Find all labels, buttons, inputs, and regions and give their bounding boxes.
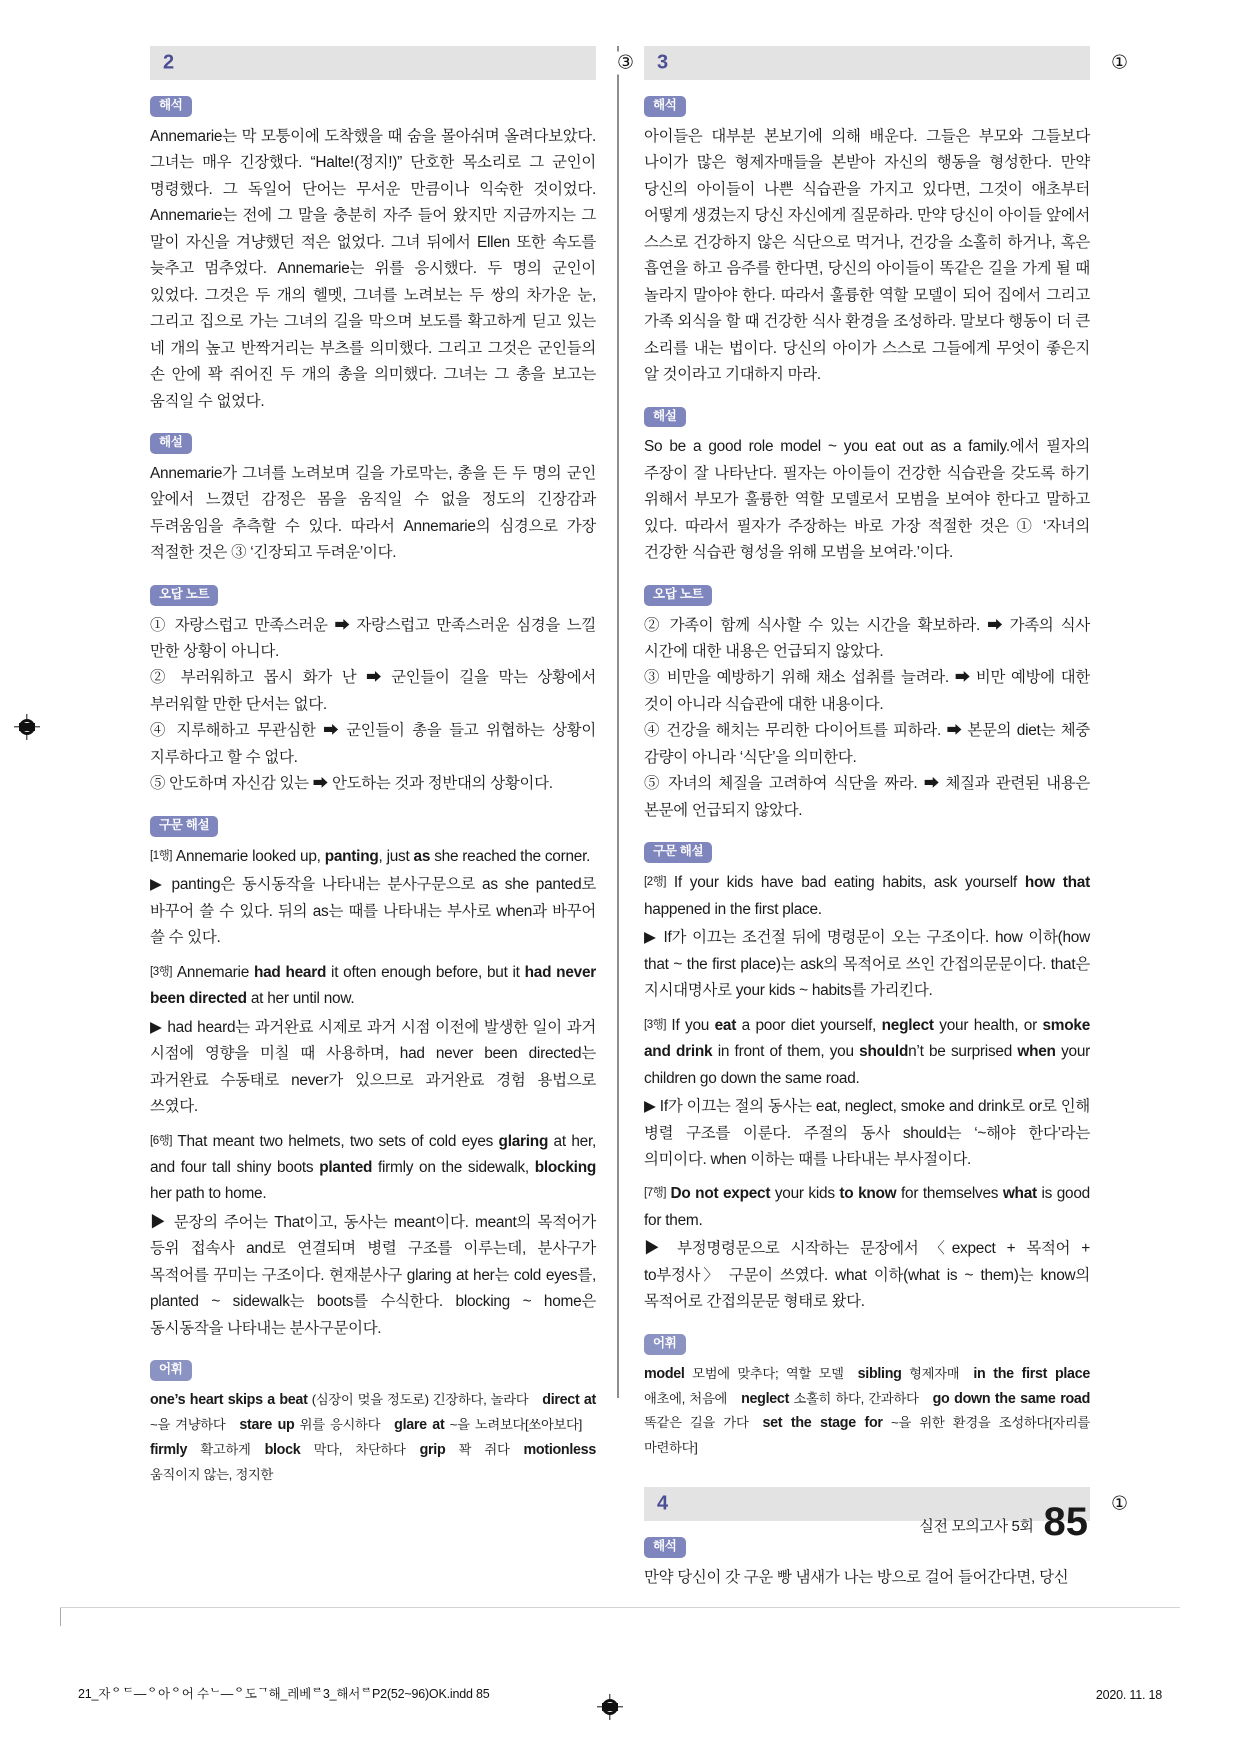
syntax-quote: [6행] That meant two helmets, two sets of cold eyes glaring at her, and four tall shiny boots planted firmly on the sidewalk, blocking her path to home. [150, 1132, 597, 1203]
vocab-definition: 꽉 쥐다 [445, 1441, 510, 1457]
answer-marker: ① [1110, 1493, 1128, 1515]
vocab-word: sibling [857, 1365, 902, 1382]
vocabulary-list [150, 1388, 596, 1488]
question-number: 2 [163, 51, 175, 74]
vocab-word: grip [419, 1441, 446, 1458]
right-column [644, 46, 1128, 1609]
vocab-word: neglect [741, 1390, 790, 1407]
wrong-note-item: ④ 건강을 해치는 무리한 다이어트를 피하라. ➡ 본문의 diet는 체중 감량이 아니라 ‘식단’을 의미한다. [644, 722, 1090, 766]
vocab-definition: 막다, 차단하다 [300, 1441, 406, 1457]
syntax-line-ref: [6행] [150, 1134, 172, 1147]
syntax-note: ▶ 문장의 주어는 That이고, 동사는 meant이다. meant의 목적어가 등위 접속사 and로 연결되며 병렬 구조를 이루는데, 분사구가 목적어를 꾸미는 구조이다. 현재분사구 glaring at her는 cold eyes를, planted ~ sidewalk는 boots를 수식한다. blocking ~ home은 동시동작을 나타내는 분사구문이다. [150, 1213, 596, 1337]
vocab-word: glare at [394, 1417, 445, 1433]
wrong-note-item: ② 가족이 함께 식사할 수 있는 시간을 확보하라. ➡ 가족의 식사 시간에 대한 내용은 언급되지 않았다. [644, 616, 1090, 660]
wrong-note-item: ③ 비만을 예방하기 위해 채소 섭취를 늘려라. ➡ 비만 예방에 대한 것이 아니라 식습관에 대한 내용이다. [644, 669, 1090, 713]
section-paragraph: 만약 당신이 갓 구운 빵 냄새가 나는 방으로 걸어 들어간다면, 당신 [644, 1568, 1069, 1586]
left-column [150, 46, 634, 1488]
answer-marker: ① [1110, 52, 1128, 74]
question-number: 3 [657, 51, 669, 74]
wrong-note-list [644, 613, 1090, 825]
series-label: 실전 모의고사 5회 [919, 1518, 1034, 1535]
registration-mark-left [14, 714, 40, 740]
section-paragraph: 아이들은 대부분 본보기에 의해 배운다. 그들은 부모와 그들보다 나이가 많은 형제자매들을 본받아 자신의 행동을 형성한다. 만약 당신의 아이들이 나쁜 식습관을 가지고 있다면, 그것이 애초부터 어떻게 생겼는지 당신 자신에게 질문하라. 만약 당신이 아이들 앞에서 스스로 건강하지 않은 식단으로 먹거나, 건강을 소홀히 하거나, 혹은 흡연을 하고 음주를 한다면, 당신의 아이들이 똑같은 길을 가게 될 때 놀라지 말아야 한다. 따라서 훌륭한 역할 모델이 되어 집에서 그리고 가족 외식을 할 때 건강한 식사 환경을 조성하라. 말보다 행동이 더 큰 소리를 내는 법이다. 당신의 아이가 스스로 그들에게 무엇이 좋은지 알 것이라고 기대하지 마라. [644, 127, 1090, 384]
syntax-quote: [3행] Annemarie had heard it often enough before, but it had never been directed at her until now. [150, 963, 596, 1008]
footer-tick [60, 1608, 61, 1626]
section-badge-wrong-notes: 오답 노트 [644, 585, 712, 606]
vocab-definition: 확고하게 [187, 1441, 251, 1457]
section-badge-vocabulary: 어휘 [644, 1334, 686, 1355]
section-badge-translation: 해석 [644, 96, 686, 117]
question-header-2 [150, 46, 634, 80]
vocab-word: set the stage for [762, 1415, 883, 1432]
vocab-word: stare up [239, 1417, 295, 1433]
syntax-list [150, 844, 596, 1343]
page-number: 85 [1043, 1500, 1088, 1545]
syntax-note: ▶ If가 이끄는 절의 동사는 eat, neglect, smoke and drink로 or로 인해 병렬 구조를 이룬다. 주절의 동사 should는 ‘~해야 한다’라는 의미이다. when 이하는 때를 나타내는 부사절이다. [644, 1098, 1090, 1168]
section-badge-vocabulary: 어휘 [150, 1360, 192, 1381]
vocab-definition: ~을 노려보다[쏘아보다] [444, 1417, 582, 1432]
vocab-definition: 애초에, 처음에 [644, 1390, 728, 1406]
wrong-note-item: ⑤ 안도하며 자신감 있는 ➡ 안도하는 것과 정반대의 상황이다. [150, 775, 553, 793]
section-paragraph: Annemarie가 그녀를 노려보며 길을 가로막는, 총을 든 두 명의 군인 앞에서 느꼈던 감정은 몸을 움직일 수 없을 정도의 긴장감과 두려움임을 추측할 수 있다. 따라서 Annemarie의 심경으로 가장 적절한 것은 ③ ‘긴장되고 두려운’이다. [150, 464, 596, 562]
vocab-definition: ~을 위한 환경을 조성하다[자리를 마련하다] [644, 1415, 1090, 1456]
section-paragraph: Annemarie는 막 모퉁이에 도착했을 때 숨을 몰아쉬며 올려다보았다. 그녀는 매우 긴장했다. “Halte!(정지!)” 단호한 목소리로 그 군인이 명령했다. 그 독일어 단어는 무서운 만큼이나 익숙한 것이었다. Annemarie는 전에 그 말을 충분히 자주 들어 왔지만 지금까지는 그 말이 자신을 겨냥했던 적은 없었다. 그녀 뒤에서 Ellen 또한 속도를 늦추고 멈추었다. Annemarie는 위를 응시했다. 두 명의 군인이 있었다. 그것은 두 개의 헬멧, 그녀를 노려보는 두 쌍의 차가운 눈, 그리고 집으로 가는 그녀의 길을 막으며 보도를 확고하게 딛고 있는 네 개의 높고 반짝거리는 부츠를 의미했다. 그리고 그것은 군인들의 손 안에 꽉 쥐어진 두 개의 총을 의미했다. 그녀는 그 총을 보고는 움직일 수 없었다. [150, 127, 596, 410]
imprint-filename: 21_자ᄋᄃ—ᄋ아ᄋ어 수ᄂ—ᄋ도ᄀ해_레베ᄅ3_해서ᄅP2(52~96)OK.indd 85 [78, 1687, 490, 1701]
syntax-line-ref: [3행] [644, 1018, 666, 1031]
vocab-word: motionless [523, 1441, 596, 1458]
wrong-note-item: ② 부러워하고 몹시 화가 난 ➡ 군인들이 길을 막는 상황에서 부러워할 만한 단서는 없다. [150, 669, 596, 713]
vocab-definition: (심장이 멎을 정도로) 긴장하다, 놀라다 [307, 1392, 529, 1408]
syntax-note: ▶ 부정명령문으로 시작하는 문장에서 〈expect + 목적어 + to부정사〉 구문이 쓰였다. what 이하(what is ~ them)는 know의 목적어로 간접의문문 형태로 왔다. [644, 1240, 1090, 1311]
vocab-word: model [644, 1365, 685, 1382]
syntax-line-ref: [1행] [150, 849, 172, 862]
answer-marker: ③ [616, 52, 634, 74]
question-header-3 [644, 46, 1128, 80]
page-footer-brand [919, 1500, 1088, 1545]
syntax-note: ▶ had heard는 과거완료 시제로 과거 시점 이전에 발생한 일이 과거 시점에 영향을 미칠 때 사용하며, had never been directed는 과거완료 수동태로 never가 있으므로 과거완료 경험 용법으로 쓰였다. [150, 1018, 596, 1116]
vocab-definition: 움직이지 않는, 정지한 [150, 1466, 274, 1482]
vocab-word: one’s heart skips a beat [150, 1392, 308, 1409]
section-badge-syntax: 구문 해설 [150, 816, 218, 837]
syntax-quote: [2행] If your kids have bad eating habits, ask yourself how that happened in the first place. [644, 874, 1090, 918]
section-badge-explanation: 해설 [644, 407, 686, 428]
vocab-definition: 형제자매 [901, 1365, 960, 1381]
vocab-definition: ~을 겨냥하다 [150, 1417, 226, 1432]
wrong-note-list [150, 613, 596, 798]
section-badge-translation: 해석 [644, 1537, 686, 1558]
syntax-quote: [1행] Annemarie looked up, panting, just as she reached the corner. [150, 847, 591, 865]
vocab-definition: 위를 응시하다 [294, 1417, 381, 1432]
wrong-note-item: ⑤ 자녀의 체질을 고려하여 식단을 짜라. ➡ 체질과 관련된 내용은 본문에 언급되지 않았다. [644, 775, 1090, 819]
syntax-note: ▶ If가 이끄는 조건절 뒤에 명령문이 오는 구조이다. how 이하(how that ~ the first place)는 ask의 목적어로 쓰인 간접의문문이다. that은 지시대명사로 your kids ~ habits를 가리킨다. [644, 929, 1090, 1000]
vocabulary-list [644, 1362, 1090, 1462]
registration-mark-footer [597, 1694, 623, 1720]
column-divider [617, 46, 619, 1398]
imprint-date: 2020. 11. 18 [1095, 1688, 1162, 1702]
vocab-word: direct at [542, 1392, 596, 1409]
vocab-word: block [264, 1441, 301, 1458]
footer-rule [60, 1607, 1180, 1608]
vocab-word: in the first place [973, 1365, 1091, 1382]
syntax-quote: [7행] Do not expect your kids to know for themselves what is good for them. [644, 1185, 1090, 1229]
syntax-line-ref: [7행] [644, 1187, 666, 1200]
vocab-definition: 똑같은 길을 가다 [644, 1415, 749, 1431]
section-paragraph: So be a good role model ~ you eat out as a family.에서 필자의 주장이 잘 나타난다. 필자는 아이들이 건강한 식습관을 갖도록 하기 위해서 부모가 훌륭한 역할 모델로서 모범을 보여야 한다고 말하고 있다. 따라서 필자가 주장하는 바로 가장 적절한 것은 ① ‘자녀의 건강한 식습관 형성을 위해 모범을 보여라.’이다. [644, 438, 1090, 562]
syntax-line-ref: [3행] [150, 965, 172, 978]
vocab-definition: 소홀히 하다, 간과하다 [789, 1390, 919, 1406]
syntax-line-ref: [2행] [644, 876, 666, 889]
section-badge-explanation: 해설 [150, 433, 192, 454]
syntax-note: ▶ panting은 동시동작을 나타내는 분사구문으로 as she panted로 바꾸어 쓸 수 있다. 뒤의 as는 때를 나타내는 부사로 when과 바꾸어 쓸 수 있다. [150, 876, 596, 947]
question-number: 4 [657, 1492, 669, 1515]
vocab-word: go down the same road [932, 1390, 1091, 1407]
vocab-definition: 모범에 맞추다; 역할 모델 [684, 1365, 844, 1381]
wrong-note-item: ① 자랑스럽고 만족스러운 ➡ 자랑스럽고 만족스러운 심경을 느낄 만한 상황이 아니다. [150, 616, 596, 660]
syntax-quote: [3행] If you eat a poor diet yourself, neglect your health, or smoke and drink in front of them, you shouldn’t be surprised when your children go down the same road. [644, 1016, 1091, 1087]
syntax-list [644, 870, 1090, 1316]
vocab-word: firmly [150, 1441, 188, 1458]
section-badge-translation: 해석 [150, 96, 192, 117]
section-badge-wrong-notes: 오답 노트 [150, 585, 218, 606]
section-badge-syntax: 구문 해설 [644, 842, 712, 863]
wrong-note-item: ④ 지루해하고 무관심한 ➡ 군인들이 총을 들고 위협하는 상황이 지루하다고 할 수 없다. [150, 722, 596, 766]
